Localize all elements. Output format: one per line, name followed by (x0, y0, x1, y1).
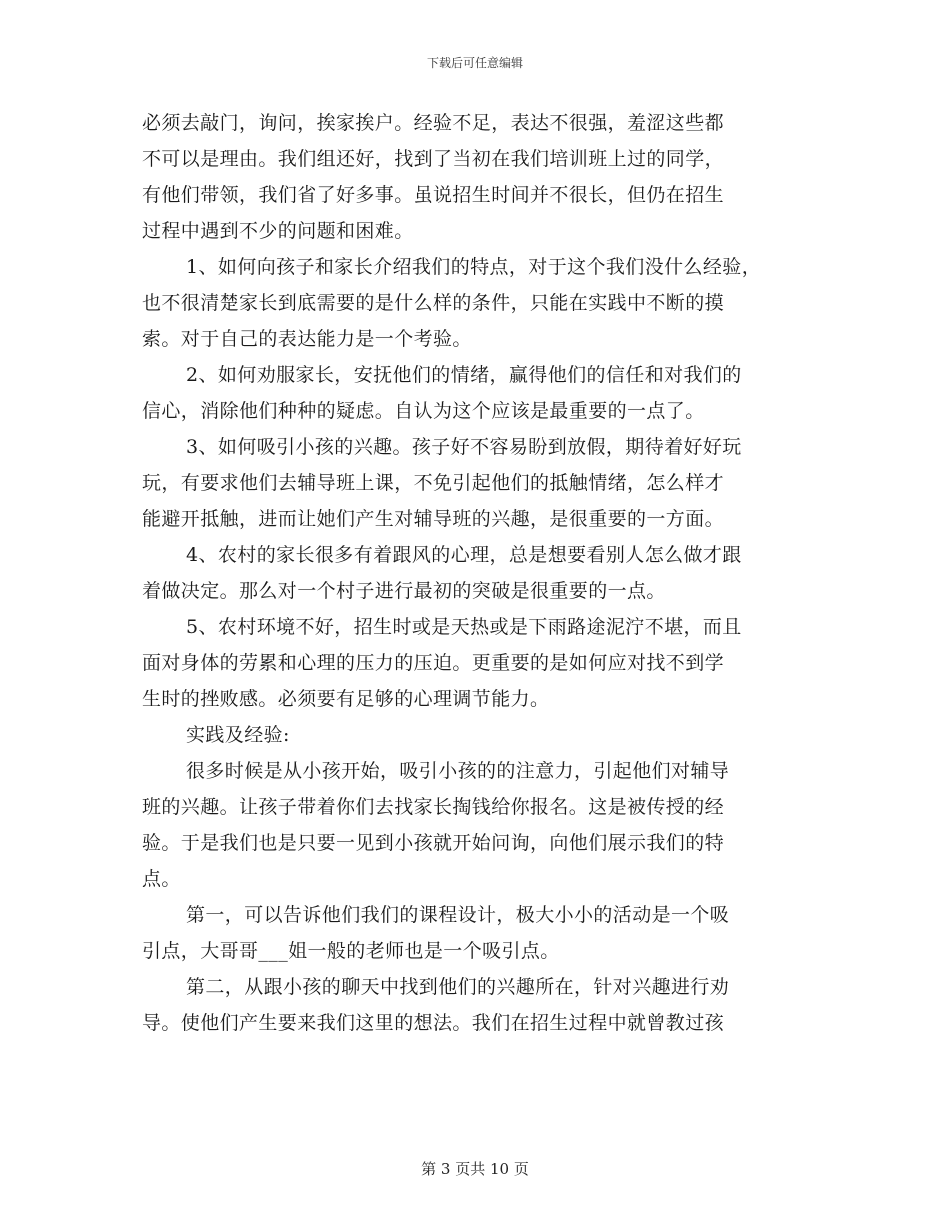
text-line: 很多时候是从小孩开始，吸引小孩的的注意力，引起他们对辅导 (186, 760, 730, 782)
text-line: 面对身体的劳累和心理的压力的压迫。更重要的是如何应对找不到学 (142, 652, 725, 674)
text-line: 第一，可以告诉他们我们的课程设计，极大小小的活动是一个吸 (186, 904, 730, 926)
text-line: 也不很清楚家长到底需要的是什么样的条件，只能在实践中不断的摸 (142, 292, 725, 314)
page-header: 下载后可任意编辑 (426, 56, 523, 70)
text-line: 引点，大哥哥___姐一般的老师也是一个吸引点。 (142, 940, 560, 962)
text-line: 导。使他们产生要来我们这里的想法。我们在招生过程中就曾教过孩 (142, 1012, 725, 1034)
text-line: 班的兴趣。让孩子带着你们去找家长掏钱给你报名。这是被传授的经 (142, 796, 725, 818)
text-line: 着做决定。那么对一个村子进行最初的突破是很重要的一点。 (142, 580, 666, 602)
text-line: 信心，消除他们种种的疑虑。自认为这个应该是最重要的一点了。 (142, 400, 705, 422)
text-line: 2、如何劝服家长，安抚他们的情绪，赢得他们的信任和对我们的 (186, 364, 742, 386)
text-line: 第二，从跟小孩的聊天中找到他们的兴趣所在，针对兴趣进行劝 (186, 976, 730, 998)
text-line: 1、如何向孩子和家长介绍我们的特点，对于这个我们没什么经验， (186, 256, 762, 278)
text-line: 不可以是理由。我们组还好，找到了当初在我们培训班上过的同学， (142, 148, 725, 170)
text-line: 5、农村环境不好，招生时或是天热或是下雨路途泥泞不堪，而且 (186, 616, 742, 638)
text-line: 索。对于自己的表达能力是一个考验。 (142, 328, 472, 350)
text-line: 点。 (142, 868, 181, 890)
text-line: 玩，有要求他们去辅导班上课，不免引起他们的抵触情绪，怎么样才 (142, 472, 725, 494)
text-line: 必须去敲门，询问，挨家挨户。经验不足，表达不很强，羞涩这些都 (142, 112, 725, 134)
document-body (142, 105, 812, 1041)
text-line: 4、农村的家长很多有着跟风的心理，总是想要看别人怎么做才跟 (186, 544, 742, 566)
text-line: 过程中遇到不少的问题和困难。 (142, 220, 414, 242)
text-line: 能避开抵触，进而让她们产生对辅导班的兴趣，是很重要的一方面。 (142, 508, 725, 530)
text-line: 有他们带领，我们省了好多事。虽说招生时间并不很长，但仍在招生 (142, 184, 725, 206)
section-heading: 实践及经验: (186, 724, 290, 746)
text-line: 3、如何吸引小孩的兴趣。孩子好不容易盼到放假，期待着好好玩 (186, 436, 742, 458)
page-number: 第 3 页共 10 页 (421, 1160, 529, 1178)
text-line: 验。于是我们也是只要一见到小孩就开始问询，向他们展示我们的特 (142, 832, 725, 854)
text-line: 生时的挫败感。必须要有足够的心理调节能力。 (142, 688, 550, 710)
